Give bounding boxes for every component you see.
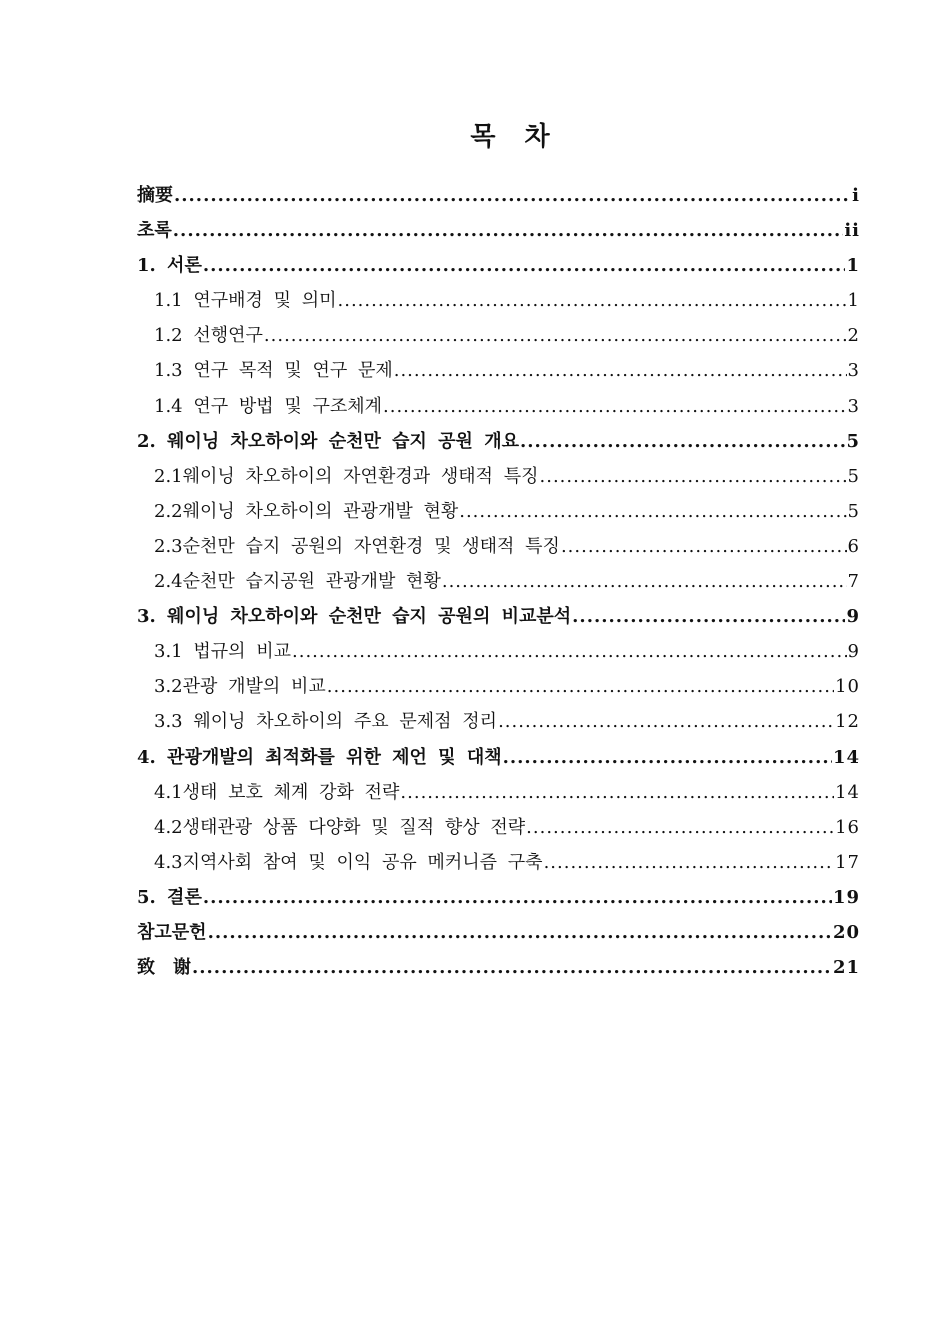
toc-entry-title: 초록 — [137, 220, 172, 242]
toc-page-number: 21 — [832, 957, 860, 979]
toc-page-number: 7 — [847, 571, 860, 593]
toc-entry-title: 3.1 법규의 비교 — [154, 641, 292, 663]
toc-page-number: 5 — [847, 500, 860, 522]
toc-dot-leader — [203, 887, 832, 908]
toc-page-number: 10 — [835, 676, 860, 698]
toc-dot-leader — [192, 957, 832, 978]
toc-entry[interactable] — [137, 848, 860, 883]
toc-dot-leader — [400, 782, 834, 803]
toc-entry-title: 3.2관광 개발의 비교 — [154, 676, 326, 698]
toc-entry[interactable] — [137, 462, 860, 497]
toc-dot-leader — [503, 747, 832, 768]
toc-page-number: 1 — [847, 290, 860, 312]
toc-entry-title: 2.4순천만 습지공원 관광개발 현황 — [154, 571, 441, 593]
toc-entry[interactable] — [137, 321, 860, 356]
toc-page-number: 20 — [832, 921, 860, 943]
toc-page-number: 3 — [847, 395, 860, 417]
toc-entry[interactable] — [137, 883, 860, 918]
toc-page-number: 16 — [835, 816, 860, 838]
toc-dot-leader — [338, 290, 847, 311]
toc-entry-title: 2.3순천만 습지 공원의 자연환경 및 생태적 특징 — [154, 535, 560, 557]
toc-page-number: 17 — [835, 851, 860, 873]
toc-entry[interactable] — [137, 637, 860, 672]
toc-dot-leader — [498, 711, 834, 732]
toc-entry[interactable] — [137, 743, 860, 778]
toc-entry-title: 3.3 웨이닝 차오하이의 주요 문제점 정리 — [154, 711, 498, 733]
toc-dot-leader — [203, 255, 846, 276]
toc-entry[interactable] — [137, 813, 860, 848]
toc-entry[interactable] — [137, 497, 860, 532]
toc-dot-leader — [572, 606, 845, 627]
toc-entry-title: 4.2생태관광 상품 다양화 및 질적 향상 전략 — [154, 816, 526, 838]
toc-page-number: 14 — [832, 746, 860, 768]
toc-entry-title: 5. 결론 — [137, 886, 202, 908]
toc-page-number: 2 — [847, 325, 860, 347]
toc-dot-leader — [561, 536, 847, 557]
toc-page-number: 5 — [846, 430, 860, 452]
toc-entry[interactable] — [137, 356, 860, 391]
toc-page-number: 19 — [832, 886, 860, 908]
toc-page-number: 1 — [846, 255, 860, 277]
toc-entry[interactable] — [137, 672, 860, 707]
toc-dot-leader — [327, 676, 834, 697]
toc-page-number: 3 — [847, 360, 860, 382]
page-title: 목 차 — [470, 122, 560, 152]
toc-entry[interactable] — [137, 567, 860, 602]
toc-entry-title: 4.3지역사회 참여 및 이익 공유 메커니즘 구축 — [154, 851, 543, 873]
toc-entry-title: 致 谢 — [137, 957, 191, 979]
toc-entry[interactable] — [137, 918, 860, 953]
toc-entry-title: 4.1생태 보호 체계 강화 전략 — [154, 781, 400, 803]
toc-entry[interactable] — [137, 392, 860, 427]
toc-entry-title: 4. 관광개발의 최적화를 위한 제언 및 대책 — [137, 746, 502, 768]
toc-entry-title: 참고문헌 — [137, 921, 207, 943]
toc-dot-leader — [540, 466, 847, 487]
toc-dot-leader — [208, 922, 832, 943]
toc-entry-title: 1.1 연구배경 및 의미 — [154, 290, 337, 312]
toc-dot-leader — [292, 641, 847, 662]
toc-page-number: 12 — [835, 711, 860, 733]
toc-entry-title: 3. 웨이닝 차오하이와 순천만 습지 공원의 비교분석 — [137, 606, 572, 628]
toc-dot-leader — [264, 325, 847, 346]
toc-entry-title: 摘要 — [137, 185, 173, 206]
toc-entry[interactable] — [137, 251, 860, 286]
toc-dot-leader — [520, 431, 845, 452]
toc-entry-title: 1. 서론 — [137, 255, 202, 277]
toc-entry[interactable] — [137, 778, 860, 813]
toc-entry-title: 1.2 선행연구 — [154, 325, 263, 347]
toc-page-number: 9 — [847, 641, 860, 663]
toc-dot-leader — [174, 185, 851, 206]
toc-entry[interactable] — [137, 286, 860, 321]
toc-dot-leader — [394, 360, 847, 381]
toc-entry[interactable] — [137, 602, 860, 637]
toc-dot-leader — [383, 396, 847, 417]
toc-entry[interactable] — [137, 216, 860, 251]
toc-entry[interactable] — [137, 532, 860, 567]
toc-dot-leader — [459, 501, 846, 522]
toc-entry-title: 2.2웨이닝 차오하이의 관광개발 현황 — [154, 500, 459, 522]
toc-entry-title: 1.4 연구 방법 및 구조체계 — [154, 395, 383, 417]
toc-dot-leader — [442, 571, 847, 592]
toc-page-number: 9 — [846, 606, 860, 628]
toc-entry-title: 2.1웨이닝 차오하이의 자연환경과 생태적 특징 — [154, 465, 539, 487]
toc-page-number: 6 — [847, 535, 860, 557]
toc-entry[interactable] — [137, 181, 860, 216]
toc-page-number: i — [852, 185, 860, 206]
toc-entry[interactable] — [137, 953, 860, 988]
toc-dot-leader — [173, 220, 844, 241]
table-of-contents — [137, 181, 860, 988]
toc-entry[interactable] — [137, 707, 860, 742]
toc-entry-title: 2. 웨이닝 차오하이와 순천만 습지 공원 개요 — [137, 430, 519, 452]
toc-page-number: 5 — [847, 465, 860, 487]
toc-page-number: ii — [844, 220, 860, 242]
toc-entry[interactable] — [137, 427, 860, 462]
toc-page-number: 14 — [835, 781, 860, 803]
toc-dot-leader — [544, 852, 835, 873]
toc-entry-title: 1.3 연구 목적 및 연구 문제 — [154, 360, 393, 382]
toc-dot-leader — [526, 817, 834, 838]
